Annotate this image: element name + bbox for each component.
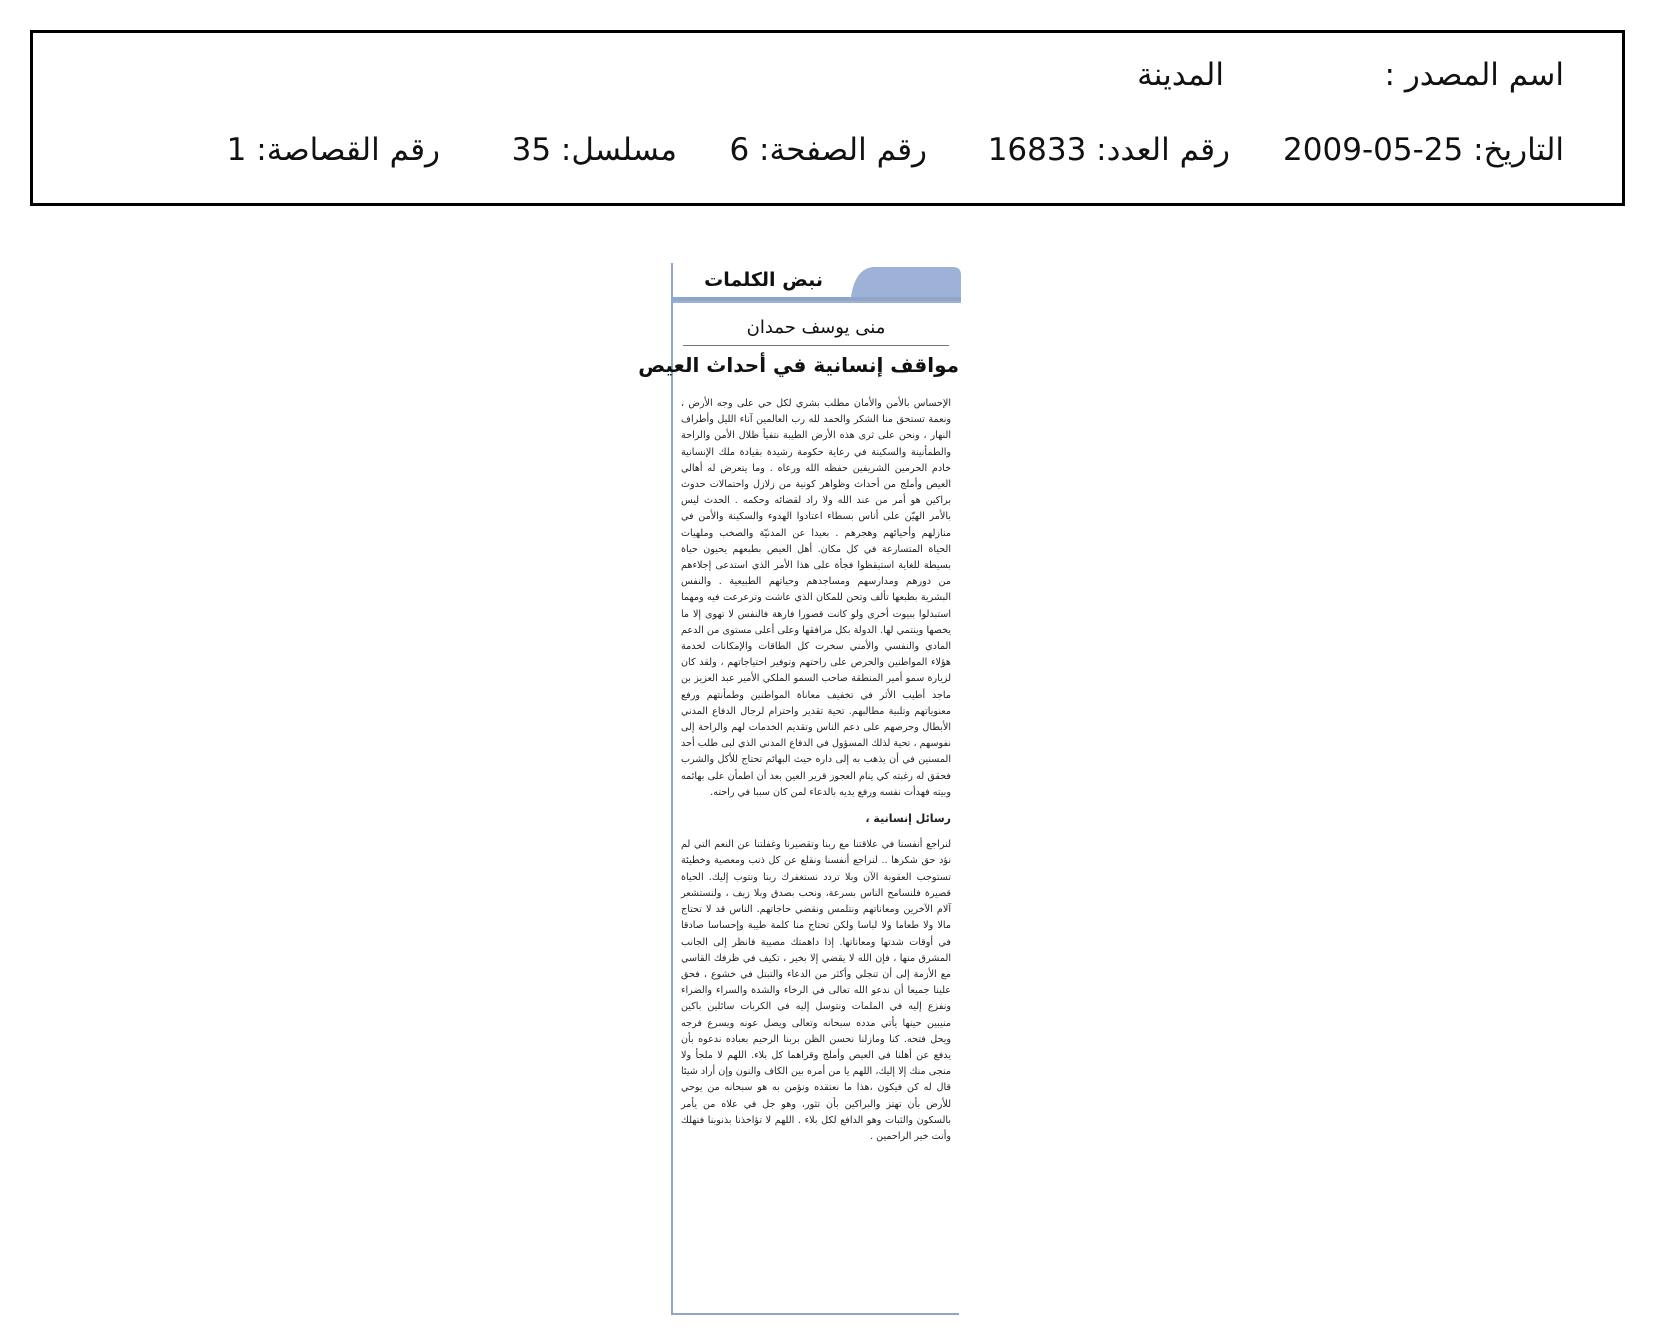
- divider: [683, 345, 949, 346]
- serial-field: مسلسل: 35: [511, 132, 677, 168]
- newspaper-clipping: [638, 263, 959, 1315]
- source-label: اسم المصدر :: [1384, 57, 1564, 93]
- clip-number-field: رقم القصاصة: 1: [226, 132, 440, 168]
- source-value: المدينة: [1137, 57, 1224, 93]
- subheading: رسائل إنسانية ،: [865, 812, 951, 826]
- author-name: منى يوسف حمدان: [746, 317, 886, 338]
- metadata-box: [30, 30, 1625, 206]
- paragraph: الإحساس بالأمن والأمان مطلب بشري لكل حي على وجه الأرض ، ونعمة تستحق منا الشكر والحمد لله رب العالمين آناء الليل وأطراف النهار ، ونحن على ثرى هذه الأرض الطيبة نتفيأ ظلال الأمن والراحة والطمأنينة والسكينة في رعاية حكومة رشيدة بقيادة ملك الإنسانية خادم الحرمين الشريفين حفظه الله ورعاه . وما يتعرض له أهالي العيص وأملج من أحداث وظواهر كونية من زلازل واحتمالات حدوث براكين هو أمر من عند الله ولا راد لقضائه وحكمه . الحدث ليس بالأمر الهيّن على أناس بسطاء اعتادوا الهدوء والسكينة والأمن في منازلهم وأحيائهم وهجرهم . بعيدا عن المدنيّة والصخب وملهيات الحياة المتسارعة في كل مكان. أهل العيص بطبعهم يحيون حياة بسيطة للغاية استيقظوا فجأة على هذا الأمر الذي استدعى إجلاءهم من دورهم ومدارسهم ومساجدهم وحياتهم الطبيعية . والنفس البشرية بطبعها تألف وتحن للمكان الذي عاشت وترعرعت فيه ومهما استبدلوا ببيوت أخرى ولو كانت قصورا فارهة فالنفس لا تهوى إلا ما يخصها وينتمي لها. الدولة بكل مرافقها وعلى أعلى مستوى من الدعم المادي والنفسي والأمني سخرت كل الطاقات والإمكانات لخدمة هؤلاء المواطنين والحرص على راحتهم وتوفير احتياجاتهم ، ولقد كان لزيارة سمو أمير المنطقة صاحب السمو الملكي الأمير عبد العزيز بن ماجد أطيب الأثر في تخفيف معاناة المواطنين وطمأنتهم ورفع معنوياتهم وتلبية مطالبهم. تحية تقدير واحترام لرجال الدفاع المدني الأبطال وحرصهم على دعم الناس وتقديم الخدمات لهم والراحة إلى نفوسهم ، تحية لذلك المسؤول في الدفاع المدني الذي لبى طلب أحد المسنين في أن يذهب به إلى داره حيث البهائم تحتاج للأكل والشرب فحقق له رغبته كي ينام العجوز قرير العين بعد أن اطمأن على بهائمه وبيته فهدأت نفسه ورفع يديه بالدعاء لمن كان سببا في راحته.: [681, 398, 951, 798]
- article-body: [681, 396, 951, 1145]
- column-header: [673, 263, 959, 303]
- article-headline: مواقف إنسانية في أحداث العيص: [638, 353, 959, 377]
- page-number-field: رقم الصفحة: 6: [729, 132, 927, 168]
- paragraph: لنراجع أنفسنا في علاقتنا مع ربنا وتقصيرنا وغفلتنا عن النعم التي لم نؤد حق شكرها .. لنراجع أنفسنا ونقلع عن كل ذنب ومعصية وخطيئة تستوجب العقوبة الآن وبلا تردد نستغفرك ربنا ونتوب إليك. الحياة قصيرة فلنسامح الناس بسرعة، ونحب بصدق وبلا زيف ، ولنستشعر آلام الآخرين ومعاناتهم ونتلمس ونقضي حاجاتهم. الناس قد لا تحتاج مالا ولا طعاما ولا لباسا ولكن تحتاج منا كلمة طيبة وإحساسا صادقا في أوقات شدتها ومعاناتها. إذا داهمتك مصيبة فانظر إلى الجانب المشرق منها ، فإن الله لا يقضي إلا بخير ، تكيف في ظرفك القاسي مع الأزمة إلى أن تنجلي وأكثر من الدعاء والتبتل في خشوع ، فحق علينا جميعا أن ندعو الله تعالى في الرخاء والشدة والسراء والضراء ونفزع إليه في الملمات ونتوسل إليه في الكربات سائلين باكين منيبين حينها يأتي مدده سبحانه وتعالى ويصل عونه ويسرع فرجه ويحل فتحه. كنا ومازلنا نحسن الظن بربنا الرحيم بعباده ندعوه بأن يدفع عن أهلنا في العيص وأملج وقراهما كل بلاء. اللهم لا ملجأ ولا منجى منك إلا إليك، اللهم يا من أمره بين الكاف والنون وإن أراد شيئا قال له كن فيكون ،هذا ما نعتقده ونؤمن به هو سبحانه من يوحي للأرض بأن تهتز والبراكين بأن تثور، وهو جل في علاه من يأمر بالسكون والثبات وهو الدافع لكل بلاء . اللهم لا تؤاخذنا بذنوبنا فنهلك وأنت خير الراحمين .: [681, 839, 951, 1142]
- column-title: نبض الكلمات: [704, 269, 823, 291]
- date-field: التاريخ: 25-05-2009: [1283, 132, 1564, 168]
- issue-number-field: رقم العدد: 16833: [987, 132, 1230, 168]
